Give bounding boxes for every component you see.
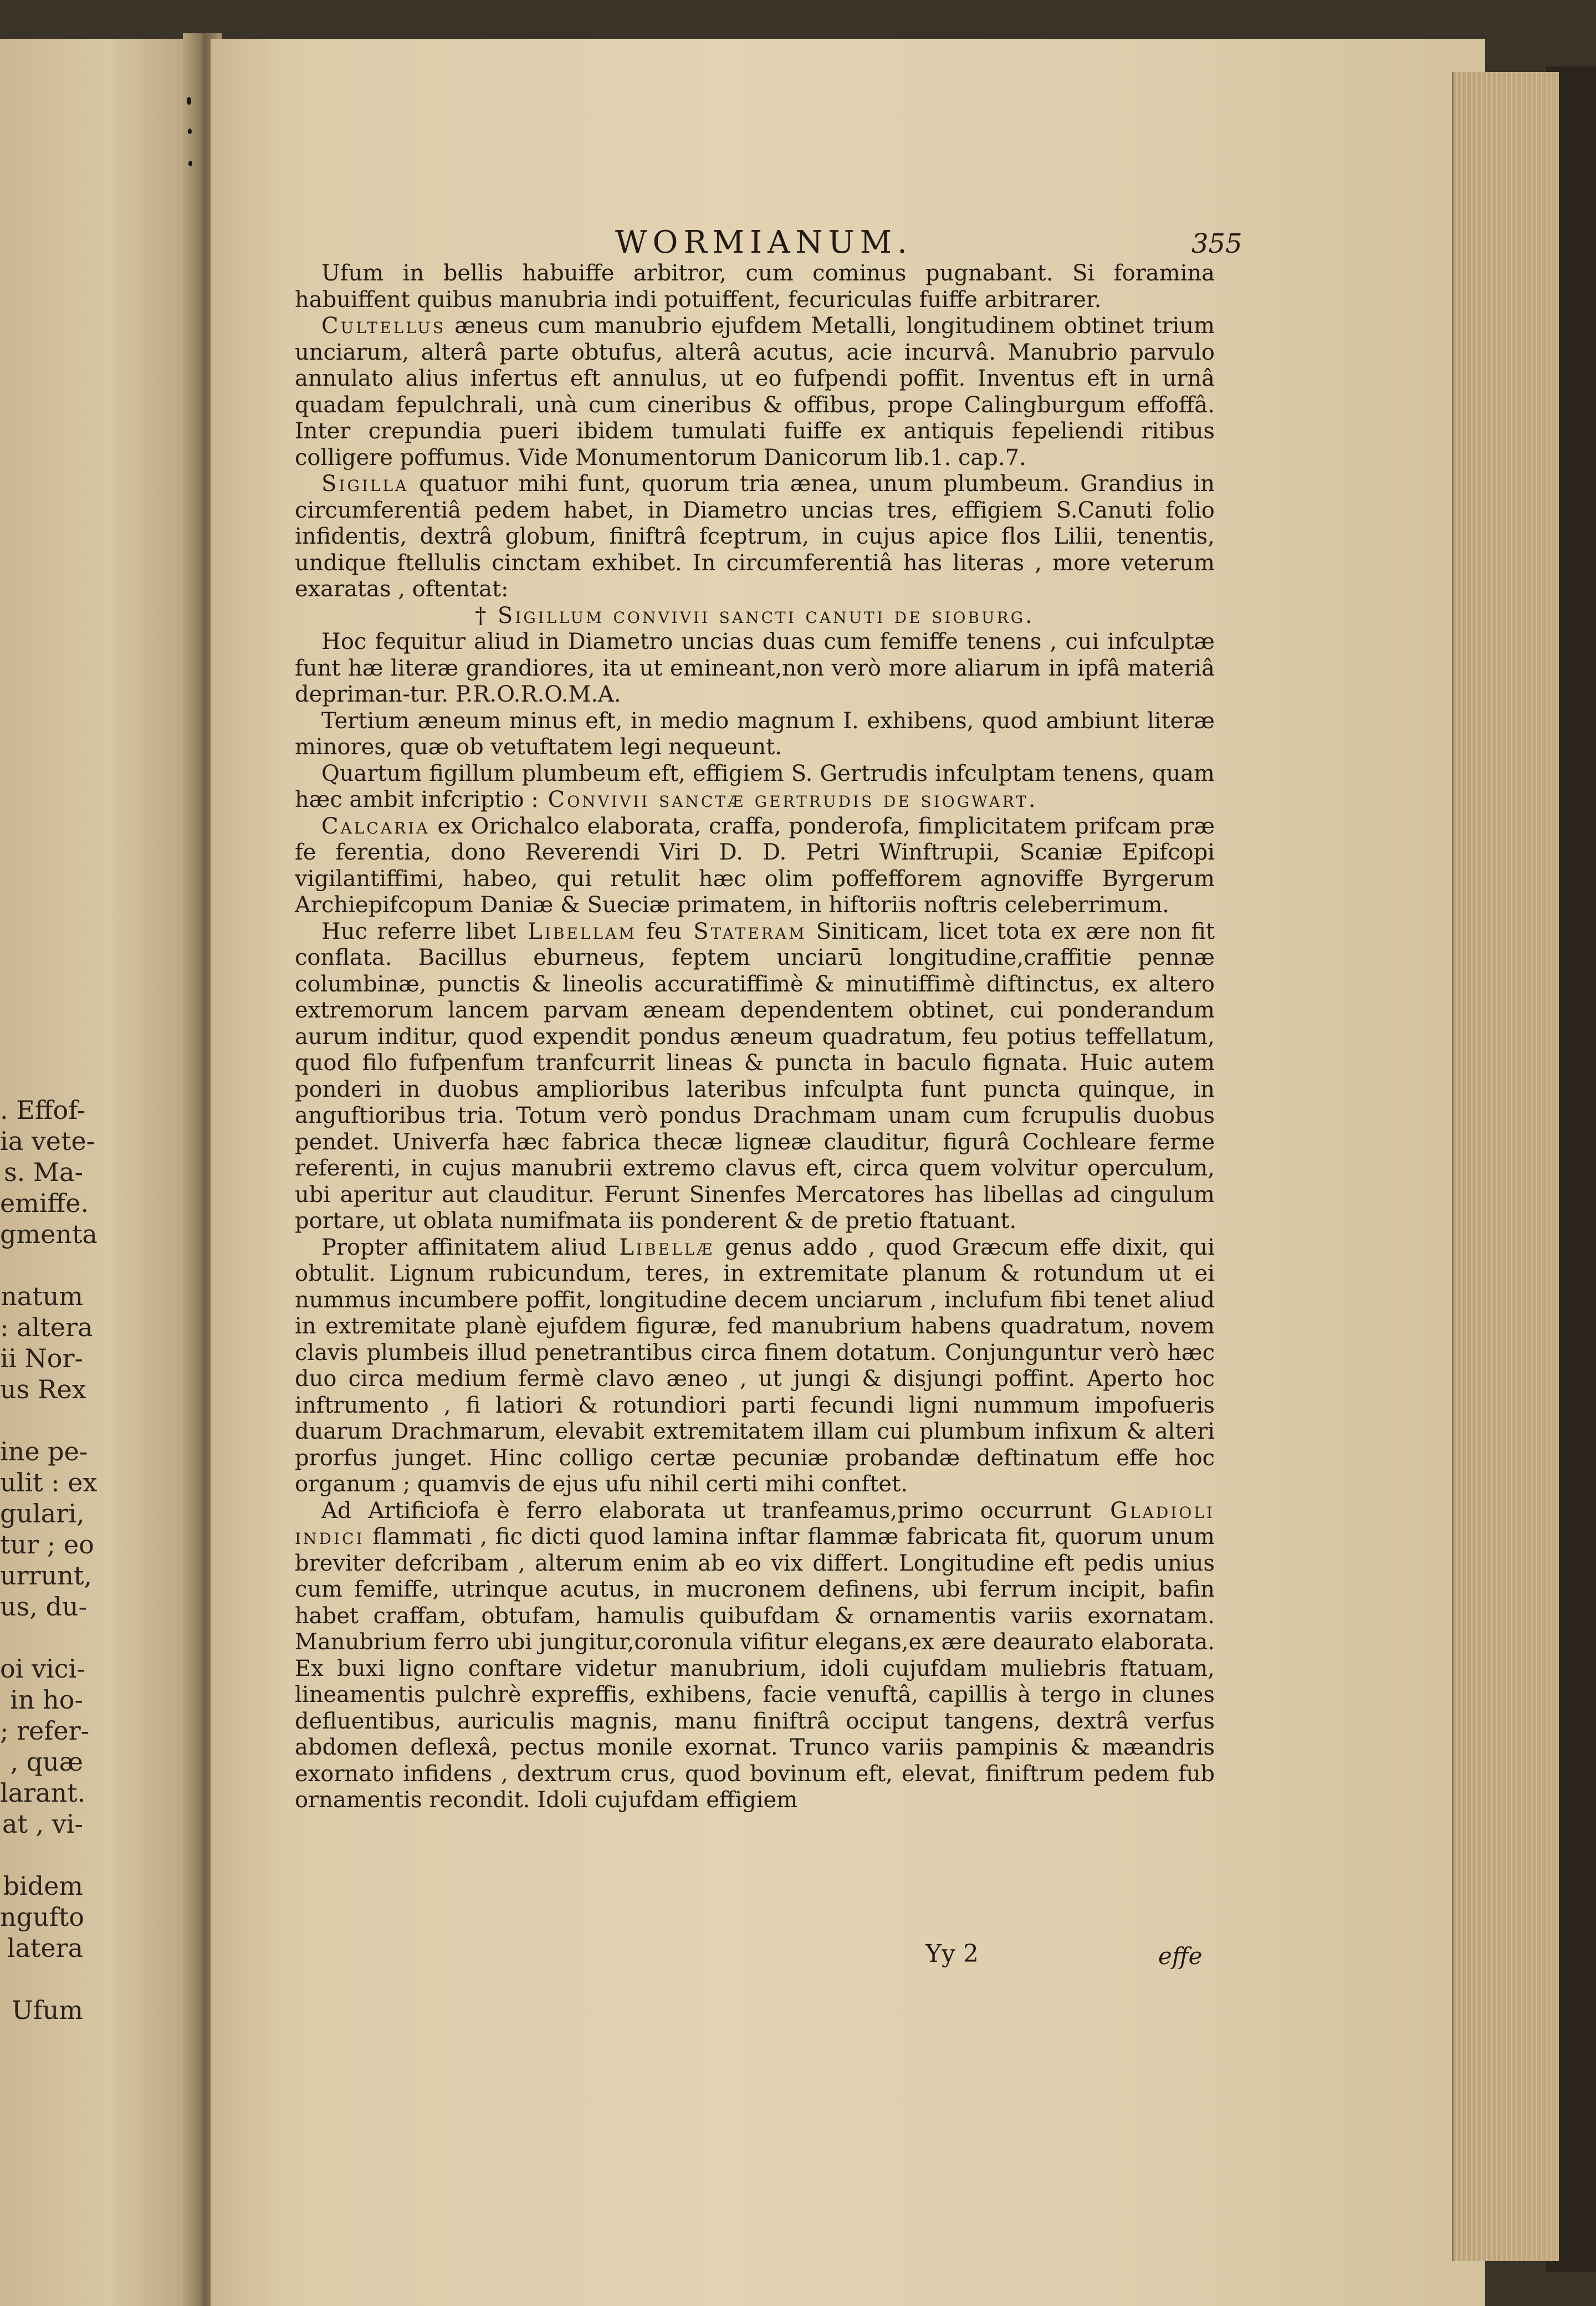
small-caps-lead: Cultellus xyxy=(321,313,446,339)
left-fragment-line: : altera xyxy=(0,1312,93,1342)
left-fragment-line: bidem xyxy=(3,1871,83,1901)
left-fragment-line: . Effof- xyxy=(0,1095,86,1125)
left-fragment-line: in ho- xyxy=(10,1685,83,1715)
paragraph xyxy=(295,629,1215,708)
left-fragment-line xyxy=(0,1839,83,1870)
signature-mark: Yy 2 xyxy=(925,1940,979,1968)
paragraph xyxy=(295,814,1215,919)
left-fragment-line: , quæ xyxy=(10,1747,83,1777)
paragraph xyxy=(295,1235,1215,1498)
left-fragment-line xyxy=(0,1250,83,1281)
left-fragment-line: oi vici- xyxy=(0,1654,85,1684)
paragraph xyxy=(295,1498,1215,1814)
left-fragment-line xyxy=(0,1964,83,1995)
left-fragment-line: ; refer- xyxy=(0,1716,90,1746)
left-fragment-line: natum xyxy=(1,1281,83,1311)
text-run: Siniticam, licet tota ex ære non fit conflata. Bacillus eburneus, feptem unciarū longitudine,craffitie pennæ columbinæ, punctis & lineolis accuratiffimè & minutiffimè diftinctus, ex altero extremorum lancem parvam æneam dependentem obtinet, cui ponderandum aurum inditur, quod expendit pondus æneum quadratum, feu potius teffellatum, quod filo fufpenfum tranfcurrit lineas & puncta in baculo fignata. Huic autem ponderi in duobus amplioribus lateribus infculpta funt puncta quinque, in anguftioribus tria. Totum verò pondus Drachmam unam cum fcrupulis duobus pendet. Univerfa hæc fabrica thecæ ligneæ clauditur, figurâ Cochleare ferme referenti, in cujus manubrii extremo clavus eft, circa quem volvitur operculum, ubi aperitur aut clauditur. Ferunt Sinenfes Mercatores has libellas ad cingulum portare, ut oblata numifmata iis ponderent & de pretio ftatuant. xyxy=(295,918,1215,1234)
page-number: 355 xyxy=(1191,228,1242,259)
left-fragment-line: ngufto xyxy=(0,1902,84,1932)
small-caps-lead: Calcaria xyxy=(321,813,430,839)
left-fragment-line: gmenta xyxy=(0,1219,98,1249)
small-caps-lead: Gladioli indici xyxy=(295,1497,1215,1550)
text-run: feu xyxy=(636,918,682,944)
left-fragment-line: larant. xyxy=(0,1778,86,1808)
left-fragment-line: tur ; eo xyxy=(0,1530,94,1560)
text-run: Quartum figillum plumbeum eft, effigiem S. Gertrudis infculptam tenens, quam hæc ambit infcriptio : xyxy=(295,760,1215,812)
left-fragment-line xyxy=(0,1622,83,1653)
small-caps-lead: Libellam xyxy=(516,918,637,944)
page-edges xyxy=(1452,72,1559,2261)
left-fragment-line: gulari, xyxy=(0,1499,85,1528)
running-head: WORMIANUM. xyxy=(615,224,913,260)
binding-mark xyxy=(187,97,191,105)
text-run: Hoc fequitur aliud in Diametro uncias duas cum femiffe tenens , cui infculptæ funt hæ literæ grandiores, ita ut emineant,non verò more aliarum in ipfâ materiâ depriman-tur. P.R.O.R.O.M.A. xyxy=(295,629,1215,707)
paragraph xyxy=(295,708,1215,761)
left-fragment-line: latera xyxy=(7,1933,83,1963)
text-run: Ufum in bellis habuiffe arbitror, cum cominus pugnabant. Si foramina habuiffent quibus manubria indi potuiffent, fecuriculas fuiffe arbitrarer. xyxy=(295,260,1215,313)
left-fragment-line: ulit : ex xyxy=(0,1468,98,1497)
catchword: effe xyxy=(1158,1942,1203,1970)
paragraph xyxy=(295,471,1215,603)
small-caps-lead: Sigilla xyxy=(321,471,409,497)
text-run: genus addo , quod Græcum effe dixit, qui obtulit. Lignum rubicundum, teres, in extremitate planum & rotundum ut ei nummus incumbere poffit, longitudine decem unciarum , inclufum fibi tenet aliud in extremitate planè ejufdem figuræ, fed manubrium habens quadratum, novem clavis plumbeis illud penetrantibus circa finem dotatum. Conjunguntur verò hæc duo circa medium fermè clavo æneo , ut jungi & disjungi poffint. Aperto hoc inftrumento , fi latiori & rotundiori parti fecundi ligni nummum impofueris duarum Drachmarum, elevabit extremitatem illam cui plumbum infixum & alteri prorfus junget. Hinc colligo certæ pecuniæ probandæ deftinatum effe hoc organum ; quamvis de ejus ufu nihil certi mihi conftet. xyxy=(295,1234,1215,1497)
small-caps-lead: Convivii sanctæ gertrudis de siogwart. xyxy=(538,787,1038,812)
text-run: flammati , fic dicti quod lamina inftar flammæ fabricata fit, quorum unum breviter defcribam , alterum enim ab eo vix differt. Longitudine eft pedis unius cum femiffe, utrinque acutus, in mucronem definens, ubi ferrum incipit, bafin habet craffam, obtufam, hamulis quibufdam & ornamentis variis exornatam. Manubrium ferro ubi jungitur,coronula vifitur elegans,ex ære deaurato elaborata. Ex buxi ligno conftare videtur manubrium, idoli cujufdam muliebris ftatuam, lineamentis pulchrè expreffis, exhibens, facie venuftâ, capillis à tergo in clunes defluentibus, auriculis magnis, manu finiftrâ occiput tangens, dextrâ verfus abdomen deflexâ, pectus monile exornat. Trunco variis pampinis & mæandris exornato infidens , dextrum crus, quod bovinum eft, elevat, finiftrum pedem fub ornamentis recondit. Idoli cujufdam effigiem xyxy=(295,1524,1215,1813)
left-fragment-line: at , vi- xyxy=(2,1809,83,1839)
text-run: Huc referre libet xyxy=(321,918,516,944)
text-run: æneus cum manubrio ejufdem Metalli, longitudinem obtinet trium unciarum, alterâ parte obtufus, alterâ acutus, acie incurvâ. Manubrio parvulo annulato alius infertus eft annulus, ut eo fufpendi poffit. Inventus eft in urnâ quadam fepulchrali, unà cum cineribus & offibus, prope Calingburgum effoffâ. Inter crepundia pueri ibidem tumulati fuiffe ex antiquis fepeliendi ritibus colligere poffumus. Vide Monumentorum Danicorum lib.1. cap.7. xyxy=(295,313,1215,471)
left-fragment-line: emiffe. xyxy=(0,1188,89,1218)
left-fragment-line: ii Nor- xyxy=(0,1343,83,1373)
binding-mark xyxy=(188,161,192,166)
text-run: Tertium æneum minus eft, in medio magnum I. exhibens, quod ambiunt literæ minores, quæ ob vetuftatem legi nequeunt. xyxy=(295,708,1215,760)
paragraph xyxy=(295,603,1215,630)
small-caps-lead: Libellæ xyxy=(606,1234,715,1260)
small-caps-lead: Stateram xyxy=(682,918,807,944)
left-page-text-fragments xyxy=(0,1095,98,2026)
left-fragment-line: us Rex xyxy=(0,1374,86,1404)
left-fragment-line: us, du- xyxy=(0,1592,88,1622)
left-fragment-line: urrunt, xyxy=(0,1561,92,1591)
text-run: quatuor mihi funt, quorum tria ænea, unum plumbeum. Grandius in circumferentiâ pedem habet, in Diametro uncias tres, effigiem S.Canuti folio infidentis, dextrâ globum, finiftrâ fceptrum, in cujus apice flos Lilii, tenentis, undique ftellulis cinctam exhibet. In circumferentiâ has literas , more veterum exaratas , oftentat: xyxy=(295,471,1215,602)
paragraph xyxy=(295,761,1215,814)
body-text xyxy=(295,260,1215,1814)
text-run: Ad Artificiofa è ferro elaborata ut tranfeamus,primo occurrunt xyxy=(321,1497,1092,1523)
binding-mark xyxy=(188,129,192,134)
paragraph xyxy=(295,919,1215,1235)
small-caps-lead: † Sigillum convivii sancti canuti de sioburg. xyxy=(475,602,1035,628)
left-fragment-line: ine pe- xyxy=(0,1436,88,1466)
paragraph xyxy=(295,260,1215,313)
paragraph xyxy=(295,313,1215,471)
left-fragment-line: Ufum xyxy=(11,1995,83,2025)
left-fragment-line: s. Ma- xyxy=(4,1157,83,1187)
left-fragment-line: ia vete- xyxy=(0,1126,95,1156)
text-run: ex Orichalco elaborata, craffa, ponderofa, fimplicitatem prifcam præ fe ferentia, dono Reverendi Viri D. D. Petri Winftrupii, Scaniæ Epifcopi vigilantiffimi, habeo, qui retulit hæc olim poffefforem agnoviffe Byrgerum Archiepifcopum Daniæ & Sueciæ primatem, in hiftoriis noftris celeberrimum. xyxy=(295,813,1215,918)
left-fragment-line xyxy=(0,1405,83,1436)
text-run: Propter affinitatem aliud xyxy=(321,1234,607,1260)
